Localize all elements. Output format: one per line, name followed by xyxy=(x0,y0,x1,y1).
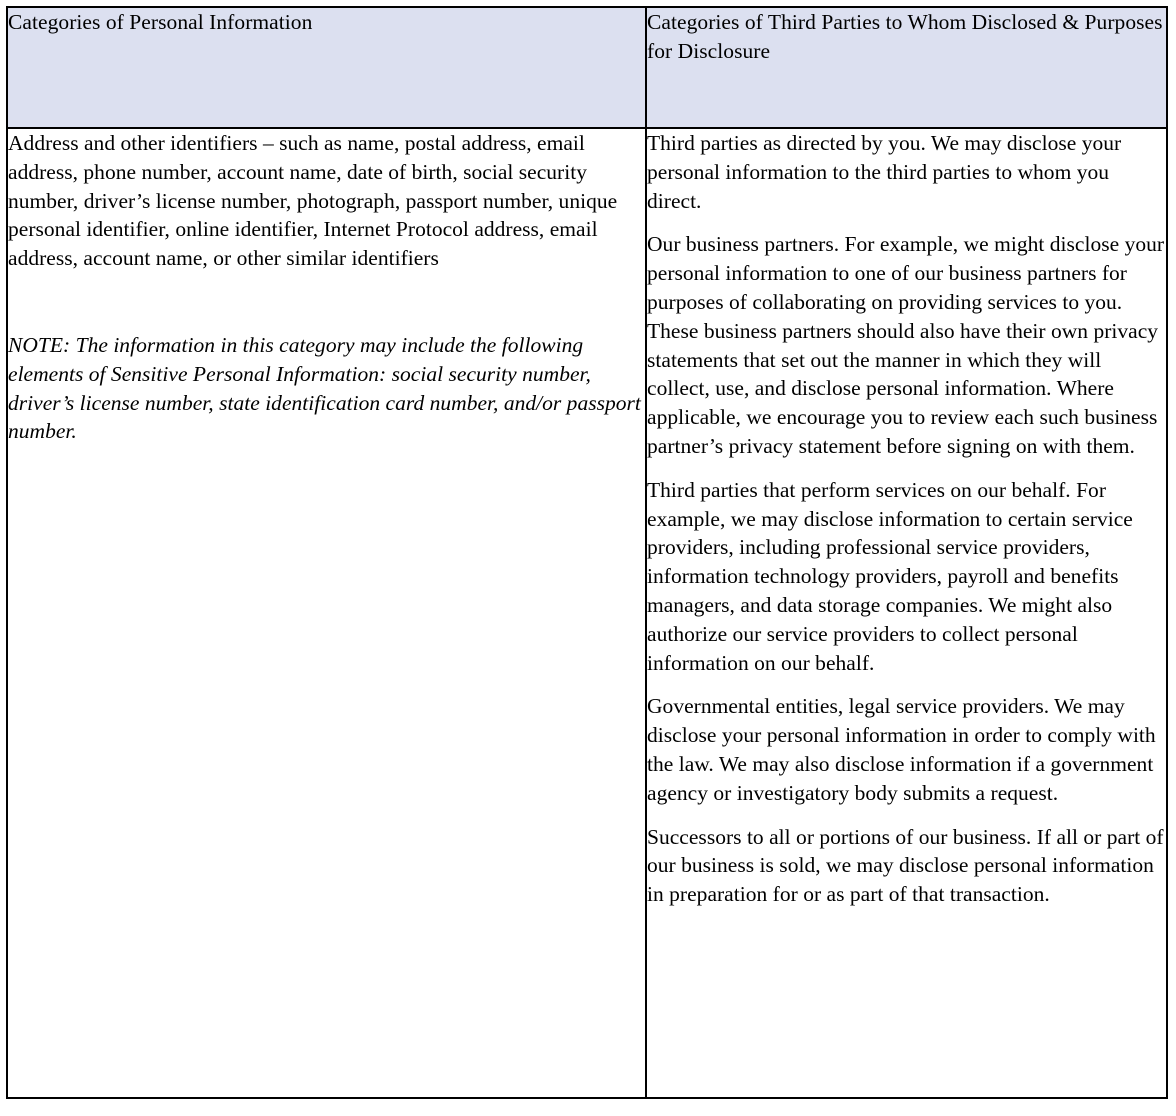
disclosure-paragraph-directed-by-you: Third parties as directed by you. We may disclose your personal information to the third parties to whom you direct. xyxy=(647,131,1122,213)
disclosure-paragraph-business-partners: Our business partners. For example, we might disclose your personal information to one of our business partners for purposes of collaborating on providing services to you. These business partners should also have their own privacy statements that set out the manner in which they will collect, use, and disclose personal information. Where applicable, we encourage you to review each such business partner’s privacy statement before signing on with them. xyxy=(647,232,1165,458)
disclosure-paragraph-service-providers: Third parties that perform services on our behalf. For example, we may disclose information to certain service providers, including professional service providers, information technology providers, payroll and benefits managers, and data storage companies. We might also authorize our service providers to collect personal information on our behalf. xyxy=(647,477,1133,675)
sensitive-information-note: NOTE: The information in this category may include the following elements of Sensitive Personal Information: social security number, driver’s license number, state identification card number, and/or passport number. xyxy=(8,332,641,444)
header-label-categories: Categories of Personal Information xyxy=(8,10,313,34)
header-label-third-parties: Categories of Third Parties to Whom Disclosed & Purposes for Disclosure xyxy=(647,10,1163,63)
table-row xyxy=(7,128,1167,1098)
header-cell-categories-of-third-parties xyxy=(646,7,1167,128)
sensitive-information-note-block xyxy=(8,331,645,446)
header-cell-categories-of-personal-information xyxy=(7,7,646,128)
disclosure-paragraph-governmental-entities: Governmental entities, legal service providers. We may disclose your personal information in order to comply with the law. We may also disclose information if a government agency or investigatory body submits a request. xyxy=(647,694,1156,805)
privacy-disclosure-table xyxy=(6,6,1168,1099)
disclosure-paragraph-successors: Successors to all or portions of our business. If all or part of our business is sold, we may disclose personal information in preparation for or as part of that transaction. xyxy=(647,824,1164,907)
cell-personal-information-categories xyxy=(7,128,646,1098)
personal-information-description: Address and other identifiers – such as name, postal address, email address, phone number, account name, date of birth, social security number, driver’s license number, photograph, passport number, unique personal identifier, online identifier, Internet Protocol address, email address, account name, or other similar identifiers xyxy=(8,131,618,271)
cell-third-parties-disclosure xyxy=(646,128,1167,1098)
table-header-row xyxy=(7,7,1167,128)
